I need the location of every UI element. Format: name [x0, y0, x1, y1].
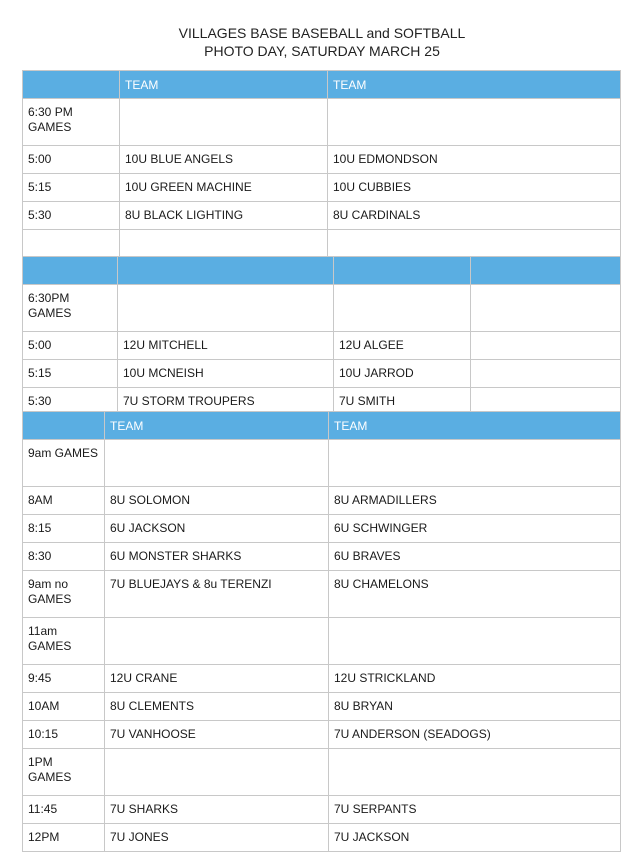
team-cell: 6U SCHWINGER [329, 515, 621, 543]
team-cell: 12U ALGEE [334, 332, 471, 360]
team-cell: 10U EDMONDSON [328, 146, 621, 174]
time-cell: 12PM [23, 824, 105, 852]
time-cell: 5:30 [23, 202, 120, 230]
time-cell: 5:15 [23, 174, 120, 202]
table-row [23, 824, 621, 852]
time-cell: 8AM [23, 487, 105, 515]
header-cell [23, 257, 118, 285]
team-cell [105, 440, 329, 487]
team-cell: 12U CRANE [105, 665, 329, 693]
empty-cell [471, 360, 621, 388]
team-cell: 7U ANDERSON (SEADOGS) [329, 721, 621, 749]
team-cell: 10U GREEN MACHINE [120, 174, 328, 202]
time-cell: 11am GAMES [23, 618, 105, 665]
time-cell: 1PM GAMES [23, 749, 105, 796]
team-cell: 8U SOLOMON [105, 487, 329, 515]
team-cell [329, 749, 621, 796]
header-team: TEAM [329, 412, 621, 440]
team-cell [120, 230, 328, 258]
time-cell: 9:45 [23, 665, 105, 693]
header-time [23, 412, 105, 440]
time-cell: 6:30PM GAMES [23, 285, 118, 332]
team-cell [328, 99, 621, 146]
table-row [23, 99, 621, 146]
header-team: TEAM [120, 71, 328, 99]
time-cell: 5:30 [23, 388, 118, 416]
table-row [23, 202, 621, 230]
table-row [23, 360, 621, 388]
table-row [23, 618, 621, 665]
team-cell [120, 99, 328, 146]
header-team: TEAM [105, 412, 329, 440]
team-cell: 10U BLUE ANGELS [120, 146, 328, 174]
team-cell: 8U BRYAN [329, 693, 621, 721]
time-cell: 11:45 [23, 796, 105, 824]
page-title-line2: PHOTO DAY, SATURDAY MARCH 25 [204, 43, 440, 59]
table-row [23, 440, 621, 487]
team-cell: 6U MONSTER SHARKS [105, 543, 329, 571]
table-row [23, 543, 621, 571]
table-row [23, 285, 621, 332]
table-row [23, 749, 621, 796]
empty-cell [471, 332, 621, 360]
team-cell: 8U BLACK LIGHTING [120, 202, 328, 230]
page-title-line1: VILLAGES BASE BASEBALL and SOFTBALL [178, 25, 466, 41]
team-cell: 7U VANHOOSE [105, 721, 329, 749]
schedule-table-2 [22, 256, 621, 416]
table-row [23, 571, 621, 618]
time-cell: 10:15 [23, 721, 105, 749]
schedule-table-1 [22, 70, 621, 258]
time-cell: 5:00 [23, 146, 120, 174]
team-cell: 12U MITCHELL [118, 332, 334, 360]
team-cell: 8U ARMADILLERS [329, 487, 621, 515]
table-row [23, 332, 621, 360]
table-row [23, 665, 621, 693]
team-cell [334, 285, 471, 332]
time-cell: 6:30 PM GAMES [23, 99, 120, 146]
team-cell: 7U SHARKS [105, 796, 329, 824]
header-cell [118, 257, 334, 285]
table-row [23, 174, 621, 202]
time-cell: 8:30 [23, 543, 105, 571]
team-cell: 7U JONES [105, 824, 329, 852]
team-cell [328, 230, 621, 258]
header-cell [471, 257, 621, 285]
table-row [23, 487, 621, 515]
team-cell: 7U SMITH [334, 388, 471, 416]
table-row [23, 230, 621, 258]
time-cell: 8:15 [23, 515, 105, 543]
team-cell: 8U CLEMENTS [105, 693, 329, 721]
table-header-row [23, 71, 621, 99]
header-time [23, 71, 120, 99]
team-cell: 10U MCNEISH [118, 360, 334, 388]
time-cell [23, 230, 120, 258]
team-cell [329, 618, 621, 665]
table-row [23, 146, 621, 174]
table-row [23, 693, 621, 721]
time-cell: 9am no GAMES [23, 571, 105, 618]
team-cell: 10U JARROD [334, 360, 471, 388]
table-row [23, 515, 621, 543]
table-header-row [23, 412, 621, 440]
team-cell [329, 440, 621, 487]
table-row [23, 796, 621, 824]
team-cell: 7U STORM TROUPERS [118, 388, 334, 416]
header-team: TEAM [328, 71, 621, 99]
header-cell [334, 257, 471, 285]
team-cell [105, 618, 329, 665]
team-cell: 12U STRICKLAND [329, 665, 621, 693]
time-cell: 9am GAMES [23, 440, 105, 487]
time-cell: 10AM [23, 693, 105, 721]
team-cell: 7U JACKSON [329, 824, 621, 852]
team-cell: 6U JACKSON [105, 515, 329, 543]
team-cell [118, 285, 334, 332]
empty-cell [471, 285, 621, 332]
team-cell: 7U SERPANTS [329, 796, 621, 824]
team-cell: 8U CARDINALS [328, 202, 621, 230]
team-cell: 10U CUBBIES [328, 174, 621, 202]
schedule-table-3 [22, 411, 621, 852]
time-cell: 5:00 [23, 332, 118, 360]
time-cell: 5:15 [23, 360, 118, 388]
team-cell: 6U BRAVES [329, 543, 621, 571]
table-row [23, 721, 621, 749]
team-cell [105, 749, 329, 796]
team-cell: 8U CHAMELONS [329, 571, 621, 618]
team-cell: 7U BLUEJAYS & 8u TERENZI [105, 571, 329, 618]
table-header-row [23, 257, 621, 285]
